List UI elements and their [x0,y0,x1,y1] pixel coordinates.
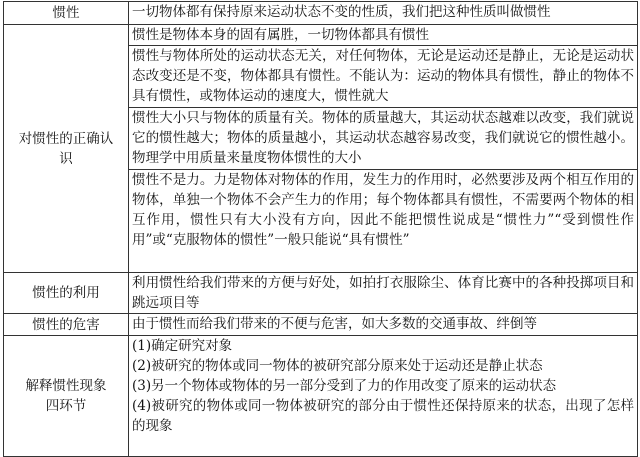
understanding-point-2: 惯性与物体所处的运动状态无关，对任何物体，无论是运动还是静止，无论是运动状态改变还是不变，物体都具有惯性。不能认为：运动的物体具有惯性，静止的物体不具有惯性，或物体运动的速度大，惯性就大 [129,46,638,108]
row-header-correct-understanding: 对惯性的正确认识 [4,25,129,273]
row-header-inertia: 惯性 [4,2,129,25]
table-row-understanding-1 [4,25,638,46]
definition-text: 一切物体都有保持原来运动状态不变的性质，我们把这种性质叫做惯性 [129,2,638,25]
harm-text: 由于惯性而给我们带来的不便与危害，如大多数的交通事故、绊倒等 [129,314,638,336]
inertia-summary-table [3,1,638,457]
table-row-four-steps [4,336,638,457]
row-header-harm: 惯性的危害 [4,314,129,336]
understanding-point-3: 惯性大小只与物体的质量有关。物体的质量越大，其运动状态越难以改变，我们就说它的惯性越大；物体的质量越小，其运动状态越容易改变，我们就说它的惯性越小。物理学中用质量来量度物体惯性的大小 [129,108,638,170]
understanding-point-1: 惯性是物体本身的固有属胜，一切物体都具有惯性 [129,25,638,46]
step-1: (1)确定研究对象 [132,338,233,354]
step-3: (3)另一个物体或物体的另一部分受到了力的作用改变了原来的运动状态 [132,378,557,394]
four-steps-list [129,336,638,457]
understanding-point-4: 惯性不是力。力是物体对物体的作用，发生力的作用时，必然要涉及两个相互作用的物体，单独一个物体不会产生力的作用；每个物体都具有惯性，不需要两个物体的相互作用，惯性只有大小没有方向，因此不能把惯性说成是“惯性力”“受到惯性作用”或“克服物体的惯性”一般只能说“具有惯性” [129,170,638,273]
step-4: (4)被研究的物体或同一物体被研究的部分由于惯性还保持原来的状态，出现了怎样的现象 [132,398,634,434]
table-row-definition [4,2,638,25]
table-row-harm [4,314,638,336]
step-2: (2)被研究的物体或同一物体的被研究部分原来处于运动还是静止状态 [132,358,543,374]
utilization-text: 利用惯性给我们带来的方便与好处，如拍打衣服除尘、体育比赛中的各种投掷项目和跳远项目等 [129,273,638,314]
row-header-utilization: 惯性的利用 [4,273,129,314]
row-header-four-steps: 解释惯性现象四环节 [4,336,129,457]
table-row-utilization [4,273,638,314]
